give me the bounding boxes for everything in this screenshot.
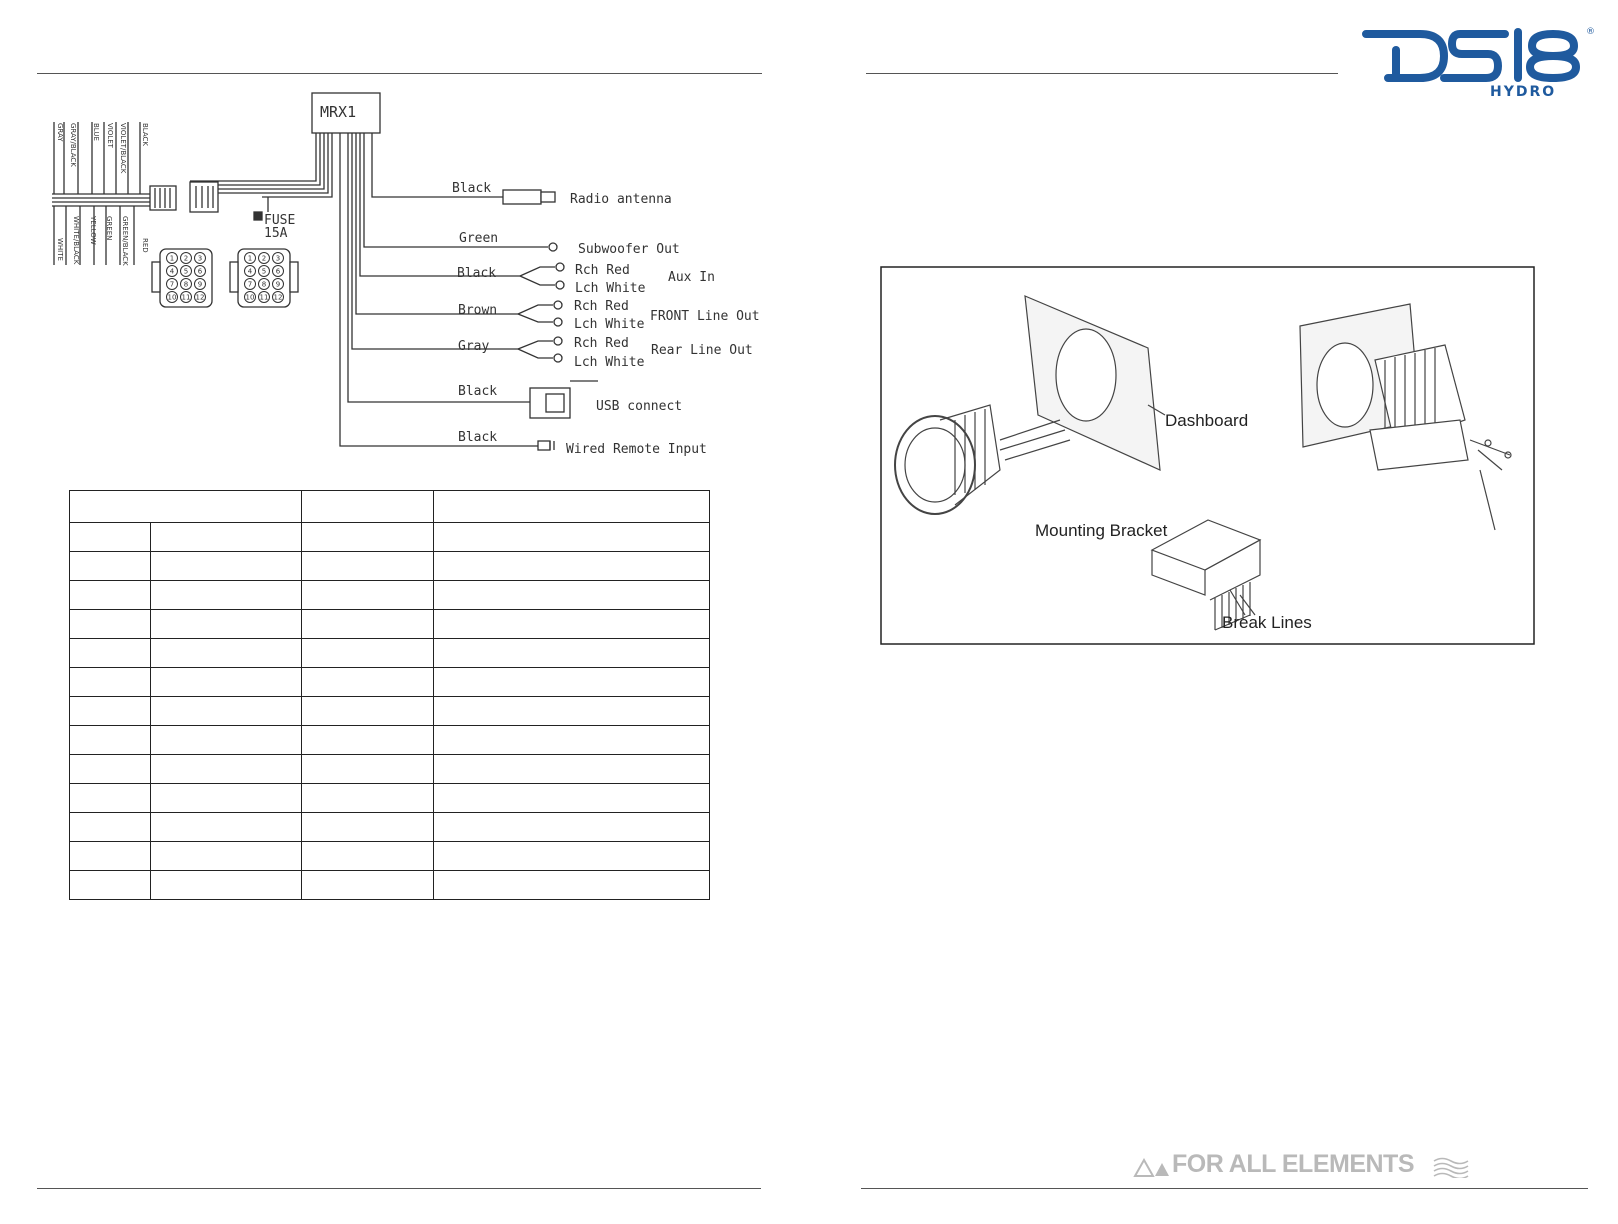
- left-connector-pin-number: 9: [197, 280, 203, 289]
- aux-label: Aux In: [668, 270, 715, 285]
- footer-slogan: FOR ALL ELEMENTS: [1172, 1150, 1414, 1178]
- table-row: [70, 552, 710, 581]
- table-row: [70, 639, 710, 668]
- table-cell: [434, 639, 710, 668]
- table-cell: [151, 871, 302, 900]
- rear-wire-color: Gray: [458, 339, 490, 354]
- table-cell: [151, 581, 302, 610]
- table-cell: [70, 552, 151, 581]
- table-cell: [434, 813, 710, 842]
- table-cell: [302, 668, 434, 697]
- table-cell: [434, 581, 710, 610]
- right-connector-pin-number: 10: [245, 293, 255, 302]
- remote-label: Wired Remote Input: [566, 442, 707, 457]
- subwoofer-wire-color: Green: [459, 231, 499, 246]
- table-cell: [302, 871, 434, 900]
- table-cell: [302, 784, 434, 813]
- wire-label-violet: VIOLET: [106, 123, 114, 148]
- wire-label-white: WHITE: [56, 238, 64, 261]
- aux-left-channel: Lch White: [575, 281, 646, 296]
- table-cell: [151, 552, 302, 581]
- left-connector-pin-number: 5: [183, 267, 189, 276]
- left-connector-pin-number: 11: [181, 293, 191, 302]
- break-lines-label: Break Lines: [1222, 613, 1312, 632]
- table-cell: [70, 813, 151, 842]
- antenna-wire-color: Black: [452, 181, 492, 196]
- front-left-channel: Lch White: [574, 317, 645, 332]
- wire-label-gray: GRAY: [56, 123, 64, 142]
- table-cell: [302, 581, 434, 610]
- fuse-rating: 15A: [264, 226, 288, 241]
- table-cell: [151, 842, 302, 871]
- rear-right-channel: Rch Red: [574, 336, 629, 351]
- ds18-hydro-logo: [1360, 22, 1598, 98]
- front-right-channel: Rch Red: [574, 299, 629, 314]
- table-cell: [151, 755, 302, 784]
- wire-label-white-black: WHITE/BLACK: [72, 216, 80, 265]
- table-cell: [302, 813, 434, 842]
- table-cell: [70, 755, 151, 784]
- right-connector-pin-number: 8: [261, 280, 267, 289]
- table-header-cell: [434, 491, 710, 523]
- left-connector-pin-number: 6: [197, 267, 203, 276]
- right-connector-pin-number: 9: [275, 280, 281, 289]
- table-cell: [70, 784, 151, 813]
- table-cell: [70, 639, 151, 668]
- table-row: [70, 784, 710, 813]
- table-cell: [434, 871, 710, 900]
- table-cell: [70, 871, 151, 900]
- table-cell: [151, 726, 302, 755]
- table-cell: [434, 755, 710, 784]
- waves-icon: [1432, 1156, 1470, 1178]
- table-cell: [151, 523, 302, 552]
- mounting-bracket-label: Mounting Bracket: [1035, 521, 1168, 540]
- remote-wire-color: Black: [458, 430, 498, 445]
- wire-label-green: GREEN: [105, 216, 113, 241]
- usb-wire-color: Black: [458, 384, 498, 399]
- table-cell: [70, 581, 151, 610]
- right-connector-pin-number: 3: [275, 254, 281, 263]
- wire-label-green-black: GREEN/BLACK: [121, 216, 129, 266]
- wire-label-yellow: YELLOW: [89, 216, 97, 245]
- table-cell: [302, 842, 434, 871]
- antenna-label: Radio antenna: [570, 192, 672, 207]
- right-connector-pin-number: 1: [247, 254, 253, 263]
- table-row: [70, 813, 710, 842]
- table-cell: [302, 610, 434, 639]
- table-row: [70, 726, 710, 755]
- left-connector-pin-number: 7: [169, 280, 175, 289]
- left-connector-pin-number: 4: [169, 267, 175, 276]
- table-cell: [434, 726, 710, 755]
- table-header-cell: [70, 491, 302, 523]
- table-cell: [70, 523, 151, 552]
- aux-right-channel: Rch Red: [575, 263, 630, 278]
- table-cell: [151, 784, 302, 813]
- table-cell: [302, 755, 434, 784]
- table-cell: [302, 552, 434, 581]
- right-connector-pin-number: 12: [273, 293, 283, 302]
- left-connector-pin-number: 1: [169, 254, 175, 263]
- table-cell: [70, 668, 151, 697]
- left-connector-pin-number: 10: [167, 293, 177, 302]
- table-cell: [434, 610, 710, 639]
- left-connector-pin-number: 8: [183, 280, 189, 289]
- table-row: [70, 523, 710, 552]
- table-cell: [434, 523, 710, 552]
- wire-label-red: RED: [141, 238, 149, 253]
- wire-label-violet-black: VIOLET/BLACK: [119, 123, 127, 174]
- aux-wire-color: Black: [457, 266, 497, 281]
- installation-figure: [881, 267, 1534, 644]
- subwoofer-label: Subwoofer Out: [578, 242, 680, 257]
- front-wire-color: Brown: [458, 303, 498, 318]
- table-row: [70, 697, 710, 726]
- wire-table: [69, 490, 710, 900]
- table-cell: [302, 523, 434, 552]
- table-cell: [70, 842, 151, 871]
- table-cell: [434, 668, 710, 697]
- right-connector-pin-number: 7: [247, 280, 253, 289]
- left-connector-pin-number: 3: [197, 254, 203, 263]
- hydro-wordmark: HYDRO: [1490, 84, 1557, 98]
- dashboard-label: Dashboard: [1165, 411, 1249, 430]
- table-row: [70, 871, 710, 900]
- left-connector-pin-number: 2: [183, 254, 189, 263]
- table-cell: [151, 668, 302, 697]
- table-cell: [151, 697, 302, 726]
- wire-label-gray-black: GRAY/BLACK: [69, 123, 77, 167]
- table-cell: [70, 726, 151, 755]
- registered-mark: ®: [1586, 27, 1595, 37]
- fuse-label: FUSE: [264, 213, 296, 228]
- rear-left-channel: Lch White: [574, 355, 645, 370]
- table-cell: [302, 639, 434, 668]
- table-cell: [70, 610, 151, 639]
- wire-label-blue: BLUE: [92, 123, 100, 141]
- left-connector-pin-number: 12: [195, 293, 205, 302]
- wire-label-black: BLACK: [141, 123, 149, 147]
- table-cell: [302, 697, 434, 726]
- table-header-cell: [302, 491, 434, 523]
- right-connector-pin-number: 11: [259, 293, 269, 302]
- right-connector-pin-number: 4: [247, 267, 253, 276]
- table-cell: [302, 726, 434, 755]
- triangles-icon: [1133, 1158, 1171, 1178]
- table-cell: [151, 639, 302, 668]
- table-row: [70, 668, 710, 697]
- table-cell: [434, 552, 710, 581]
- table-cell: [434, 697, 710, 726]
- table-row: [70, 610, 710, 639]
- right-connector-pin-number: 5: [261, 267, 267, 276]
- usb-label: USB connect: [596, 399, 683, 414]
- table-cell: [434, 842, 710, 871]
- right-connector-pin-number: 6: [275, 267, 281, 276]
- table-row: [70, 581, 710, 610]
- table-cell: [434, 784, 710, 813]
- table-row: [70, 842, 710, 871]
- right-connector-pin-number: 2: [261, 254, 267, 263]
- table-header-row: [70, 491, 710, 523]
- table-cell: [151, 610, 302, 639]
- table-row: [70, 755, 710, 784]
- front-line-out-label: FRONT Line Out: [650, 309, 760, 324]
- rear-line-out-label: Rear Line Out: [651, 343, 753, 358]
- table-cell: [70, 697, 151, 726]
- unit-label: MRX1: [320, 103, 357, 121]
- table-cell: [151, 813, 302, 842]
